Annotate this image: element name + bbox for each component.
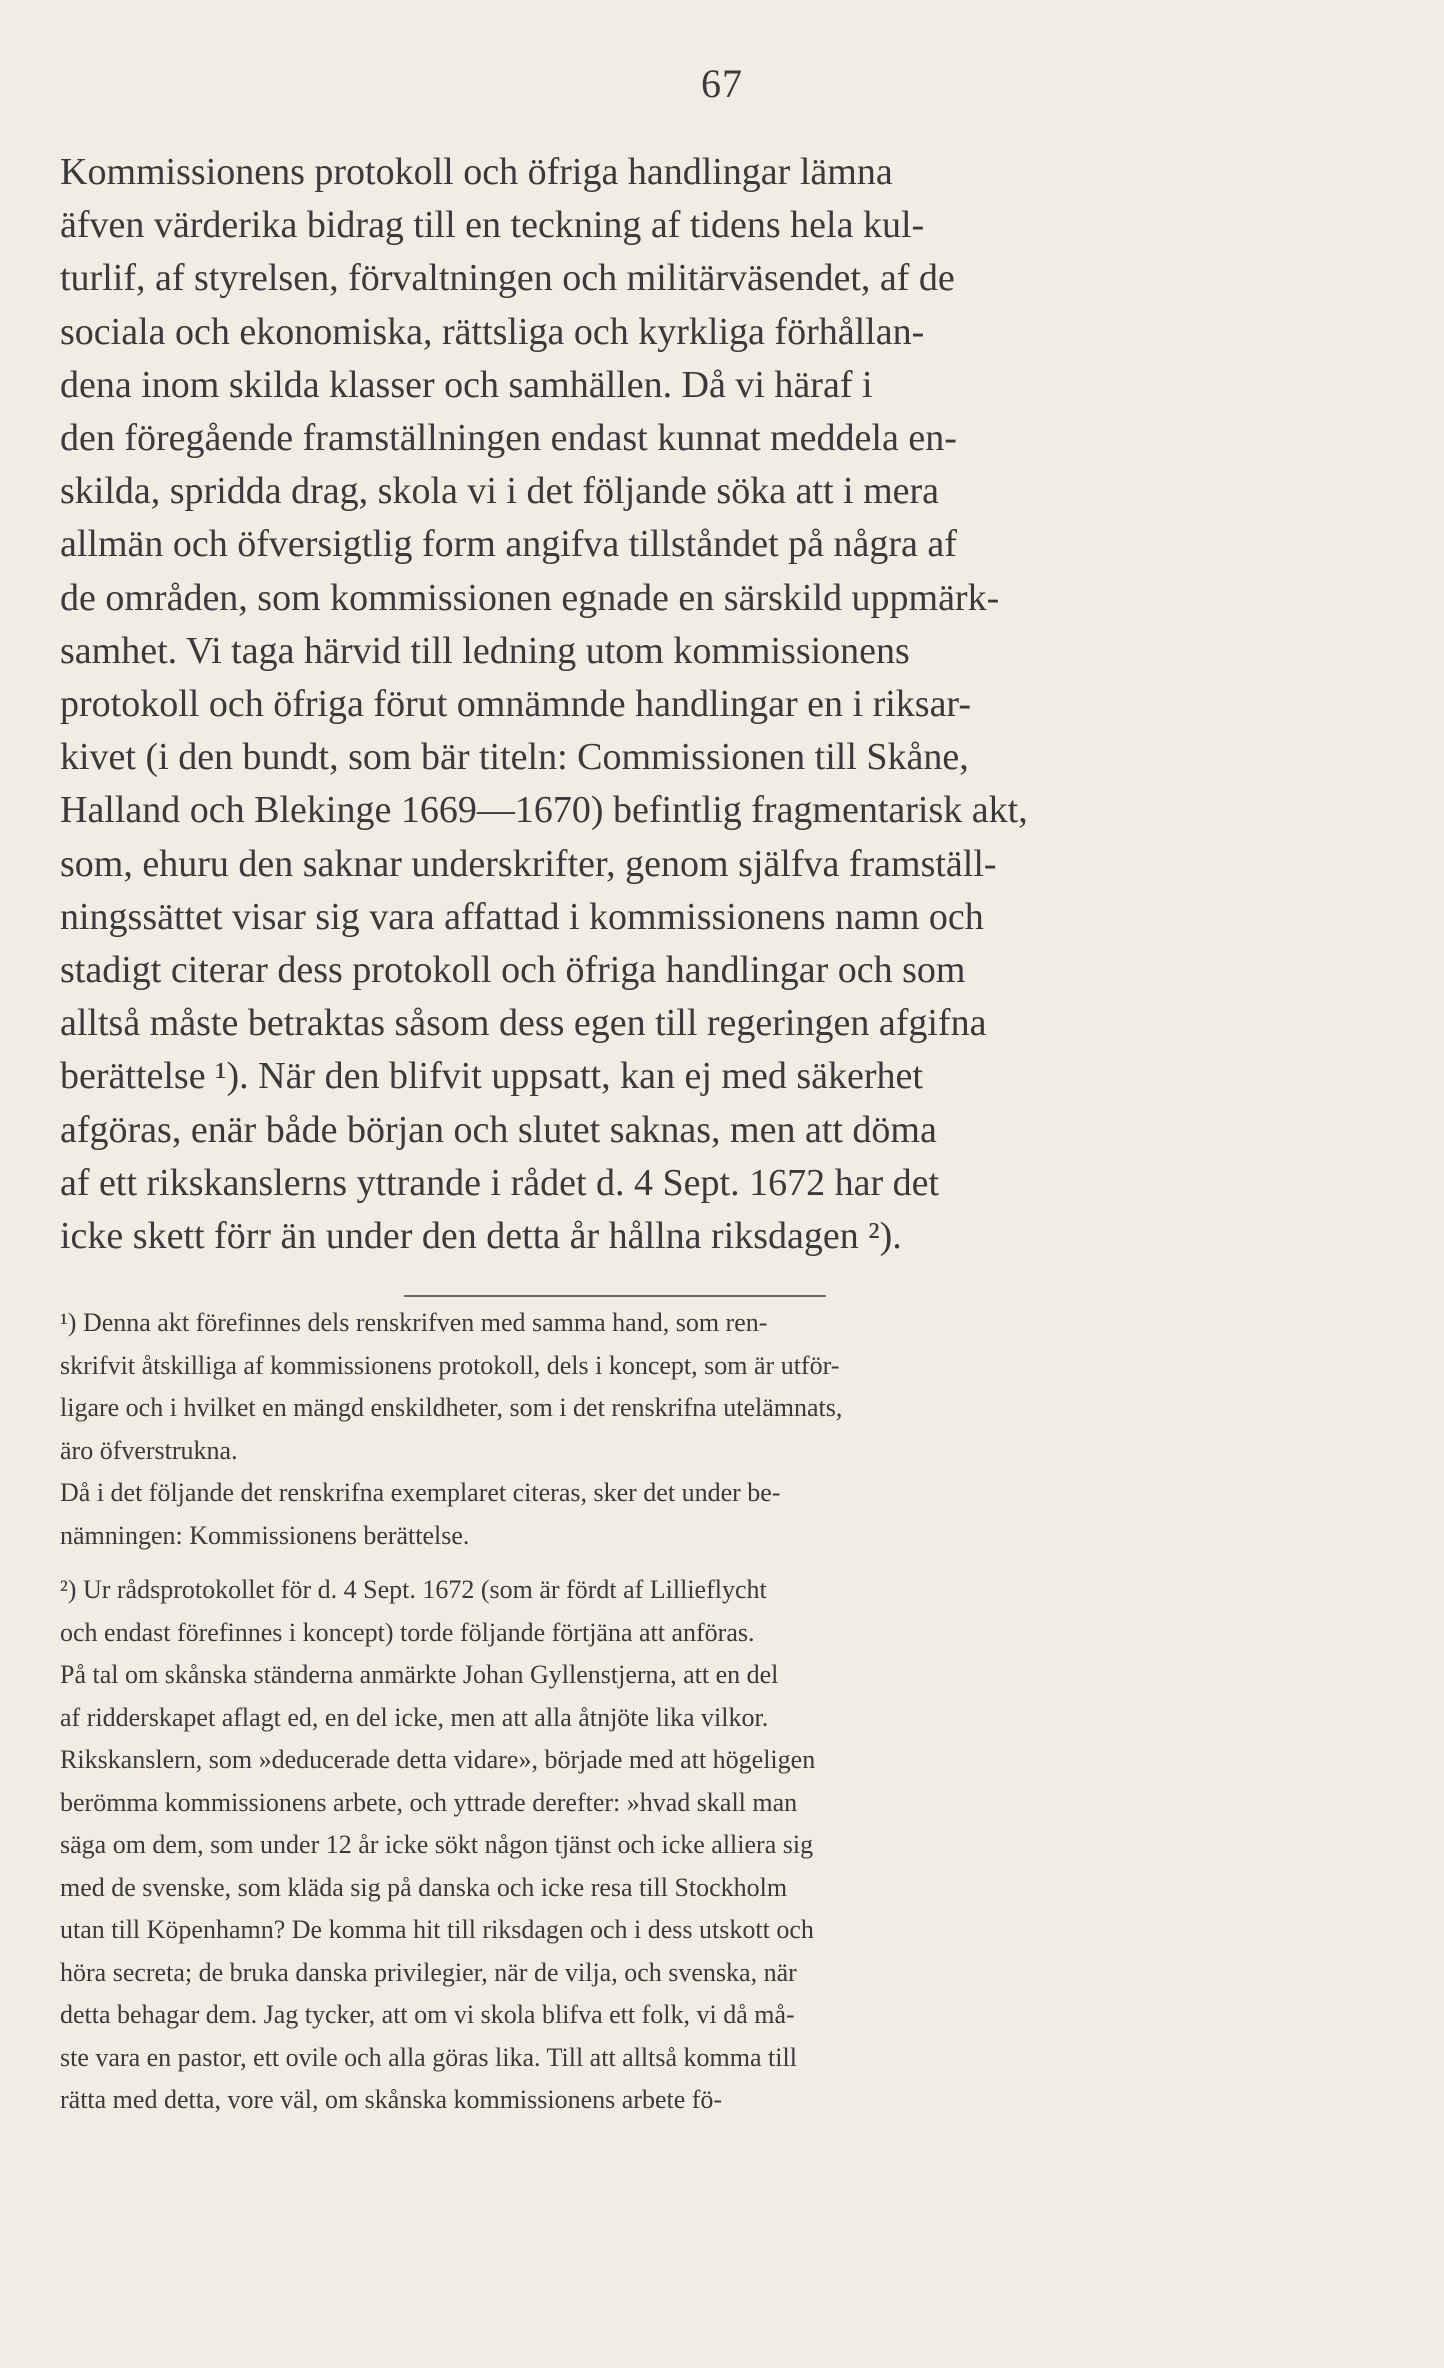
footnote-line: af ridderskapet aflagt ed, en del icke, men att alla åtnjöte lika vilkor. xyxy=(60,1702,769,1732)
footnote-line: ligare och i hvilket en mängd enskildheter, som i det renskrifna utelämnats, xyxy=(60,1393,843,1422)
footnote-line: med de svenske, som kläda sig på danska och icke resa till Stockholm xyxy=(60,1872,788,1902)
text-line: af ett rikskanslerns yttrande i rådet d. 4 Sept. 1672 har det xyxy=(60,1161,940,1204)
footnote-line: På tal om skånska ständerna anmärkte Johan Gyllenstjerna, att en del xyxy=(60,1660,779,1689)
footnote-line: äro öfverstrukna. xyxy=(60,1435,238,1465)
text-line: afgöras, enär både början och slutet saknas, men att döma xyxy=(60,1108,937,1151)
text-line: Halland och Blekinge 1669—1670) befintlig fragmentarisk akt, xyxy=(60,789,1028,832)
page-number: 67 xyxy=(701,61,743,106)
text-line: som, ehuru den saknar underskrifter, genom själfva framställ- xyxy=(60,842,997,885)
text-line: ningssättet visar sig vara affattad i kommissionens namn och xyxy=(60,895,984,938)
text-line: allmän och öfversigtlig form angifva tillståndet på några af xyxy=(60,523,957,566)
footnote-line: ¹) Denna akt förefinnes dels renskrifven med samma hand, som ren- xyxy=(60,1308,768,1337)
footnotes xyxy=(60,1302,1228,2122)
text-line: äfven värderika bidrag till en teckning af tidens hela kul- xyxy=(60,204,925,247)
text-line: skilda, spridda drag, skola vi i det följande söka att i mera xyxy=(60,470,940,513)
main-text xyxy=(60,146,1228,1263)
footnote-line: detta behagar dem. Jag tycker, att om vi skola blifva ett folk, vi då må- xyxy=(60,2000,795,2029)
footnote-line: skrifvit åtskilliga af kommissionens protokoll, dels i koncept, som är utför- xyxy=(60,1350,840,1380)
footnote-1 xyxy=(60,1302,1228,1557)
footnote-line: Rikskanslern, som »deducerade detta vidare», började med att högeligen xyxy=(60,1745,816,1774)
footnote-line: och endast förefinnes i koncept) torde följande förtjäna att anföras. xyxy=(60,1617,755,1647)
text-line: kivet (i den bundt, som bär titeln: Commissionen till Skåne, xyxy=(60,736,969,779)
text-line: sociala och ekonomiska, rättsliga och kyrkliga förhållan- xyxy=(60,310,925,353)
text-line: alltså måste betraktas såsom dess egen till regeringen afgifna xyxy=(60,1002,987,1045)
text-line: stadigt citerar dess protokoll och öfriga handlingar och som xyxy=(60,949,966,992)
text-line: den föregående framställningen endast kunnat meddela en- xyxy=(60,417,957,460)
text-line: dena inom skilda klasser och samhällen. Då vi häraf i xyxy=(60,363,873,406)
footnote-line: ste vara en pastor, ett ovile och alla göras lika. Till att alltså komma till xyxy=(60,2042,797,2072)
footnote-divider xyxy=(404,1295,826,1297)
footnote-line: ²) Ur rådsprotokollet för d. 4 Sept. 1672 (som är fördt af Lillieflycht xyxy=(60,1575,767,1604)
text-line: Kommissionens protokoll och öfriga handlingar lämna xyxy=(60,151,893,193)
footnote-line: utan till Köpenhamn? De komma hit till riksdagen och i dess utskott och xyxy=(60,1915,814,1944)
text-line: icke skett förr än under den detta år hållna riksdagen ²). xyxy=(60,1215,902,1258)
footnote-line: rätta med detta, vore väl, om skånska kommissionens arbete fö- xyxy=(60,2085,723,2114)
footnote-line: säga om dem, som under 12 år icke sökt någon tjänst och icke alliera sig xyxy=(60,1830,814,1859)
footnote-line: Då i det följande det renskrifna exemplaret citeras, sker det under be- xyxy=(60,1478,781,1507)
footnote-line: nämningen: Kommissionens berättelse. xyxy=(60,1520,470,1550)
footnote-line: höra secreta; de bruka danska privilegier, när de vilja, och svenska, när xyxy=(60,1957,797,1987)
footnote-gap xyxy=(60,1557,1228,1569)
text-line: berättelse ¹). När den blifvit uppsatt, kan ej med säkerhet xyxy=(60,1055,923,1098)
footnote-2 xyxy=(60,1569,1228,2122)
footnote-line: berömma kommissionens arbete, och yttrade derefter: »hvad skall man xyxy=(60,1787,798,1817)
text-line: protokoll och öfriga förut omnämnde handlingar en i riksar- xyxy=(60,683,971,726)
text-line: samhet. Vi taga härvid till ledning utom kommissionens xyxy=(60,629,910,672)
text-line: turlif, af styrelsen, förvaltningen och militärväsendet, af de xyxy=(60,257,955,300)
text-line: de områden, som kommissionen egnade en särskild uppmärk- xyxy=(60,576,1000,619)
